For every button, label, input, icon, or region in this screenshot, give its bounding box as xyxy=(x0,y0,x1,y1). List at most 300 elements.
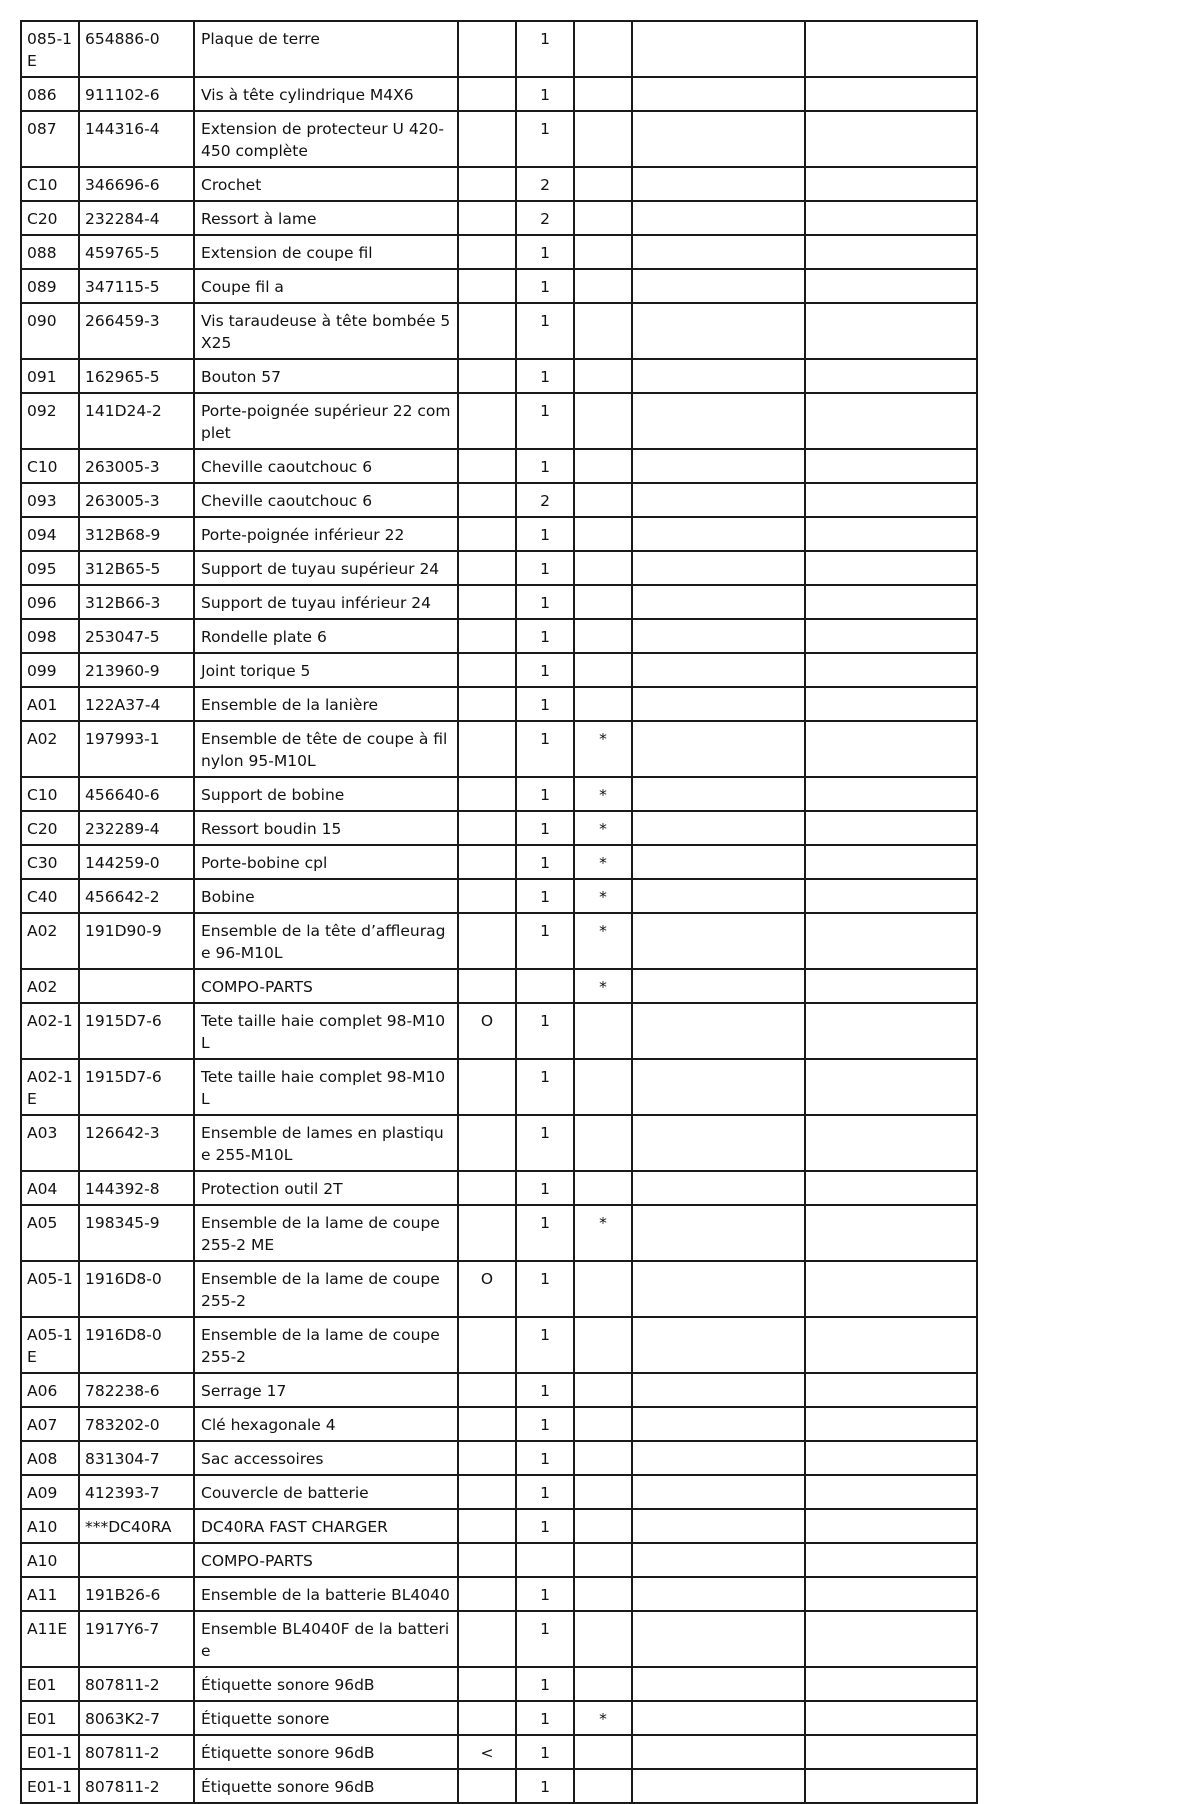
empty-cell xyxy=(805,359,977,393)
part-no-cell xyxy=(79,969,194,1003)
flag-cell: O xyxy=(458,1003,516,1059)
part-no-cell: 1916D8-0 xyxy=(79,1317,194,1373)
ref-no-cell: A08 xyxy=(21,1441,79,1475)
part-no-cell: 191B26-6 xyxy=(79,1577,194,1611)
table-row xyxy=(21,483,977,517)
flag-cell xyxy=(458,1441,516,1475)
note-cell xyxy=(574,1441,632,1475)
ref-no-cell: C10 xyxy=(21,777,79,811)
ref-no-cell: A05-1E xyxy=(21,1317,79,1373)
quantity-cell: 1 xyxy=(516,77,574,111)
note-cell xyxy=(574,167,632,201)
table-row xyxy=(21,1735,977,1769)
ref-no-cell: A01 xyxy=(21,687,79,721)
empty-cell xyxy=(805,1701,977,1735)
flag-cell xyxy=(458,585,516,619)
description-cell: Ensemble de la lanière xyxy=(194,687,458,721)
flag-cell xyxy=(458,811,516,845)
flag-cell xyxy=(458,1115,516,1171)
quantity-cell: 1 xyxy=(516,1003,574,1059)
table-row xyxy=(21,551,977,585)
table-row xyxy=(21,1701,977,1735)
ref-no-cell: 086 xyxy=(21,77,79,111)
part-no-cell: 126642-3 xyxy=(79,1115,194,1171)
empty-cell xyxy=(805,1611,977,1667)
empty-cell xyxy=(632,1441,805,1475)
note-cell xyxy=(574,517,632,551)
quantity-cell: 1 xyxy=(516,1475,574,1509)
part-no-cell: 232289-4 xyxy=(79,811,194,845)
empty-cell xyxy=(805,1317,977,1373)
quantity-cell: 1 xyxy=(516,1373,574,1407)
table-row xyxy=(21,913,977,969)
description-cell: Ensemble de la batterie BL4040 xyxy=(194,1577,458,1611)
note-cell xyxy=(574,1543,632,1577)
part-no-cell: 807811-2 xyxy=(79,1735,194,1769)
table-row xyxy=(21,1577,977,1611)
note-cell xyxy=(574,653,632,687)
description-cell: COMPO-PARTS xyxy=(194,1543,458,1577)
description-cell: Vis taraudeuse à tête bombée 5X25 xyxy=(194,303,458,359)
part-no-cell: 412393-7 xyxy=(79,1475,194,1509)
ref-no-cell: 092 xyxy=(21,393,79,449)
flag-cell xyxy=(458,777,516,811)
flag-cell xyxy=(458,303,516,359)
part-no-cell: 346696-6 xyxy=(79,167,194,201)
empty-cell xyxy=(805,517,977,551)
table-row xyxy=(21,269,977,303)
parts-table-body xyxy=(21,21,977,1803)
part-no-cell: 456640-6 xyxy=(79,777,194,811)
part-no-cell: 1916D8-0 xyxy=(79,1261,194,1317)
empty-cell xyxy=(632,1407,805,1441)
description-cell: COMPO-PARTS xyxy=(194,969,458,1003)
description-cell: Ensemble de la lame de coupe 255-2 ME xyxy=(194,1205,458,1261)
table-row xyxy=(21,777,977,811)
description-cell: Ensemble de la lame de coupe 255-2 xyxy=(194,1261,458,1317)
ref-no-cell: 088 xyxy=(21,235,79,269)
ref-no-cell: A11 xyxy=(21,1577,79,1611)
note-cell xyxy=(574,1115,632,1171)
ref-no-cell: 087 xyxy=(21,111,79,167)
empty-cell xyxy=(805,1003,977,1059)
ref-no-cell: A09 xyxy=(21,1475,79,1509)
part-no-cell: 312B68-9 xyxy=(79,517,194,551)
empty-cell xyxy=(632,167,805,201)
empty-cell xyxy=(805,1373,977,1407)
part-no-cell: 783202-0 xyxy=(79,1407,194,1441)
part-no-cell: 198345-9 xyxy=(79,1205,194,1261)
flag-cell xyxy=(458,201,516,235)
flag-cell xyxy=(458,393,516,449)
empty-cell xyxy=(805,913,977,969)
empty-cell xyxy=(632,777,805,811)
empty-cell xyxy=(805,1261,977,1317)
note-cell: * xyxy=(574,777,632,811)
table-row xyxy=(21,1261,977,1317)
empty-cell xyxy=(805,21,977,77)
flag-cell xyxy=(458,653,516,687)
empty-cell xyxy=(805,1205,977,1261)
empty-cell xyxy=(805,235,977,269)
note-cell: * xyxy=(574,721,632,777)
empty-cell xyxy=(805,483,977,517)
table-row xyxy=(21,1509,977,1543)
flag-cell xyxy=(458,1667,516,1701)
note-cell xyxy=(574,201,632,235)
flag-cell xyxy=(458,1769,516,1803)
empty-cell xyxy=(632,653,805,687)
empty-cell xyxy=(632,845,805,879)
description-cell: Étiquette sonore 96dB xyxy=(194,1735,458,1769)
empty-cell xyxy=(805,1115,977,1171)
table-row xyxy=(21,1611,977,1667)
quantity-cell xyxy=(516,969,574,1003)
table-row xyxy=(21,201,977,235)
quantity-cell: 1 xyxy=(516,1171,574,1205)
empty-cell xyxy=(632,1701,805,1735)
empty-cell xyxy=(805,1667,977,1701)
empty-cell xyxy=(632,619,805,653)
empty-cell xyxy=(805,845,977,879)
description-cell: DC40RA FAST CHARGER xyxy=(194,1509,458,1543)
part-no-cell: 122A37-4 xyxy=(79,687,194,721)
flag-cell xyxy=(458,1373,516,1407)
flag-cell xyxy=(458,1509,516,1543)
empty-cell xyxy=(632,449,805,483)
part-no-cell: 1915D7-6 xyxy=(79,1003,194,1059)
note-cell: * xyxy=(574,913,632,969)
empty-cell xyxy=(805,77,977,111)
empty-cell xyxy=(632,201,805,235)
part-no-cell: 144259-0 xyxy=(79,845,194,879)
flag-cell xyxy=(458,21,516,77)
table-row xyxy=(21,619,977,653)
quantity-cell: 1 xyxy=(516,687,574,721)
table-row xyxy=(21,1115,977,1171)
description-cell: Sac accessoires xyxy=(194,1441,458,1475)
note-cell xyxy=(574,1059,632,1115)
table-row xyxy=(21,517,977,551)
part-no-cell: 162965-5 xyxy=(79,359,194,393)
part-no-cell: 8063K2-7 xyxy=(79,1701,194,1735)
ref-no-cell: E01-1 xyxy=(21,1769,79,1803)
quantity-cell: 1 xyxy=(516,1509,574,1543)
note-cell xyxy=(574,483,632,517)
quantity-cell: 1 xyxy=(516,1735,574,1769)
empty-cell xyxy=(632,1205,805,1261)
description-cell: Clé hexagonale 4 xyxy=(194,1407,458,1441)
ref-no-cell: A07 xyxy=(21,1407,79,1441)
part-no-cell xyxy=(79,1543,194,1577)
note-cell: * xyxy=(574,879,632,913)
description-cell: Couvercle de batterie xyxy=(194,1475,458,1509)
flag-cell xyxy=(458,879,516,913)
quantity-cell: 1 xyxy=(516,1115,574,1171)
note-cell xyxy=(574,1407,632,1441)
table-row xyxy=(21,21,977,77)
table-row xyxy=(21,879,977,913)
flag-cell xyxy=(458,551,516,585)
quantity-cell: 1 xyxy=(516,1701,574,1735)
empty-cell xyxy=(632,517,805,551)
note-cell xyxy=(574,77,632,111)
note-cell xyxy=(574,449,632,483)
empty-cell xyxy=(805,777,977,811)
part-no-cell: 312B66-3 xyxy=(79,585,194,619)
empty-cell xyxy=(632,1317,805,1373)
part-no-cell: 263005-3 xyxy=(79,483,194,517)
quantity-cell: 2 xyxy=(516,483,574,517)
flag-cell xyxy=(458,1059,516,1115)
ref-no-cell: A10 xyxy=(21,1509,79,1543)
ref-no-cell: C10 xyxy=(21,167,79,201)
ref-no-cell: A03 xyxy=(21,1115,79,1171)
quantity-cell: 1 xyxy=(516,393,574,449)
ref-no-cell: A02-1 xyxy=(21,1003,79,1059)
quantity-cell: 1 xyxy=(516,303,574,359)
empty-cell xyxy=(632,235,805,269)
empty-cell xyxy=(805,1577,977,1611)
table-row xyxy=(21,359,977,393)
empty-cell xyxy=(805,111,977,167)
ref-no-cell: 094 xyxy=(21,517,79,551)
note-cell xyxy=(574,1667,632,1701)
flag-cell xyxy=(458,913,516,969)
flag-cell xyxy=(458,269,516,303)
empty-cell xyxy=(805,1475,977,1509)
note-cell xyxy=(574,1735,632,1769)
description-cell: Extension de protecteur U 420-450 complète xyxy=(194,111,458,167)
flag-cell xyxy=(458,1611,516,1667)
part-no-cell: 1915D7-6 xyxy=(79,1059,194,1115)
table-row xyxy=(21,1171,977,1205)
quantity-cell: 1 xyxy=(516,1667,574,1701)
empty-cell xyxy=(805,201,977,235)
part-no-cell: 807811-2 xyxy=(79,1769,194,1803)
note-cell xyxy=(574,235,632,269)
note-cell xyxy=(574,359,632,393)
ref-no-cell: 089 xyxy=(21,269,79,303)
table-row xyxy=(21,1543,977,1577)
ref-no-cell: A11E xyxy=(21,1611,79,1667)
part-no-cell: 807811-2 xyxy=(79,1667,194,1701)
note-cell xyxy=(574,303,632,359)
part-no-cell: 347115-5 xyxy=(79,269,194,303)
empty-cell xyxy=(632,303,805,359)
ref-no-cell: A06 xyxy=(21,1373,79,1407)
part-no-cell: 782238-6 xyxy=(79,1373,194,1407)
description-cell: Ensemble de la tête d’affleurage 96-M10L xyxy=(194,913,458,969)
empty-cell xyxy=(632,879,805,913)
quantity-cell: 1 xyxy=(516,359,574,393)
ref-no-cell: A10 xyxy=(21,1543,79,1577)
part-no-cell: 1917Y6-7 xyxy=(79,1611,194,1667)
note-cell xyxy=(574,1261,632,1317)
description-cell: Extension de coupe fil xyxy=(194,235,458,269)
table-row xyxy=(21,1003,977,1059)
note-cell: * xyxy=(574,969,632,1003)
flag-cell xyxy=(458,449,516,483)
empty-cell xyxy=(805,1769,977,1803)
part-no-cell: 144392-8 xyxy=(79,1171,194,1205)
part-no-cell: 456642-2 xyxy=(79,879,194,913)
part-no-cell: 213960-9 xyxy=(79,653,194,687)
ref-no-cell: 098 xyxy=(21,619,79,653)
ref-no-cell: A02 xyxy=(21,913,79,969)
table-row xyxy=(21,1059,977,1115)
empty-cell xyxy=(632,111,805,167)
quantity-cell: 1 xyxy=(516,1317,574,1373)
note-cell xyxy=(574,1577,632,1611)
flag-cell xyxy=(458,619,516,653)
quantity-cell xyxy=(516,1543,574,1577)
quantity-cell: 1 xyxy=(516,653,574,687)
empty-cell xyxy=(632,1003,805,1059)
table-row xyxy=(21,1407,977,1441)
part-no-cell: ***DC40RA xyxy=(79,1509,194,1543)
quantity-cell: 1 xyxy=(516,1611,574,1667)
note-cell xyxy=(574,1769,632,1803)
ref-no-cell: A02 xyxy=(21,721,79,777)
description-cell: Ressort boudin 15 xyxy=(194,811,458,845)
quantity-cell: 1 xyxy=(516,1059,574,1115)
description-cell: Étiquette sonore xyxy=(194,1701,458,1735)
quantity-cell: 2 xyxy=(516,201,574,235)
table-row xyxy=(21,1317,977,1373)
part-no-cell: 197993-1 xyxy=(79,721,194,777)
description-cell: Bobine xyxy=(194,879,458,913)
table-row xyxy=(21,845,977,879)
description-cell: Cheville caoutchouc 6 xyxy=(194,449,458,483)
empty-cell xyxy=(632,969,805,1003)
empty-cell xyxy=(632,1373,805,1407)
description-cell: Protection outil 2T xyxy=(194,1171,458,1205)
quantity-cell: 1 xyxy=(516,619,574,653)
empty-cell xyxy=(805,551,977,585)
description-cell: Cheville caoutchouc 6 xyxy=(194,483,458,517)
description-cell: Coupe fil a xyxy=(194,269,458,303)
empty-cell xyxy=(632,1611,805,1667)
empty-cell xyxy=(632,913,805,969)
description-cell: Tete taille haie complet 98-M10L xyxy=(194,1059,458,1115)
ref-no-cell: A02 xyxy=(21,969,79,1003)
note-cell xyxy=(574,619,632,653)
empty-cell xyxy=(632,1577,805,1611)
note-cell: * xyxy=(574,811,632,845)
quantity-cell: 1 xyxy=(516,111,574,167)
note-cell xyxy=(574,551,632,585)
flag-cell xyxy=(458,359,516,393)
empty-cell xyxy=(805,1543,977,1577)
ref-no-cell: A05-1 xyxy=(21,1261,79,1317)
description-cell: Étiquette sonore 96dB xyxy=(194,1769,458,1803)
empty-cell xyxy=(805,811,977,845)
empty-cell xyxy=(632,1059,805,1115)
ref-no-cell: 091 xyxy=(21,359,79,393)
ref-no-cell: C40 xyxy=(21,879,79,913)
empty-cell xyxy=(805,969,977,1003)
table-row xyxy=(21,449,977,483)
ref-no-cell: 093 xyxy=(21,483,79,517)
description-cell: Ensemble de la lame de coupe 255-2 xyxy=(194,1317,458,1373)
flag-cell: O xyxy=(458,1261,516,1317)
flag-cell xyxy=(458,721,516,777)
empty-cell xyxy=(805,879,977,913)
note-cell xyxy=(574,1611,632,1667)
ref-no-cell: 090 xyxy=(21,303,79,359)
flag-cell xyxy=(458,77,516,111)
note-cell xyxy=(574,1509,632,1543)
empty-cell xyxy=(632,1475,805,1509)
note-cell xyxy=(574,1373,632,1407)
part-no-cell: 831304-7 xyxy=(79,1441,194,1475)
empty-cell xyxy=(805,1407,977,1441)
part-no-cell: 266459-3 xyxy=(79,303,194,359)
flag-cell xyxy=(458,167,516,201)
ref-no-cell: C30 xyxy=(21,845,79,879)
description-cell: Plaque de terre xyxy=(194,21,458,77)
quantity-cell: 1 xyxy=(516,913,574,969)
flag-cell xyxy=(458,235,516,269)
note-cell xyxy=(574,1171,632,1205)
description-cell: Vis à tête cylindrique M4X6 xyxy=(194,77,458,111)
quantity-cell: 1 xyxy=(516,269,574,303)
empty-cell xyxy=(805,393,977,449)
quantity-cell: 1 xyxy=(516,811,574,845)
ref-no-cell: 095 xyxy=(21,551,79,585)
table-row xyxy=(21,1441,977,1475)
part-no-cell: 263005-3 xyxy=(79,449,194,483)
empty-cell xyxy=(805,1735,977,1769)
part-no-cell: 911102-6 xyxy=(79,77,194,111)
quantity-cell: 1 xyxy=(516,721,574,777)
parts-table xyxy=(20,20,978,1804)
empty-cell xyxy=(805,687,977,721)
table-row xyxy=(21,235,977,269)
description-cell: Support de tuyau supérieur 24 xyxy=(194,551,458,585)
ref-no-cell: A05 xyxy=(21,1205,79,1261)
table-row xyxy=(21,811,977,845)
empty-cell xyxy=(805,167,977,201)
description-cell: Porte-poignée supérieur 22 complet xyxy=(194,393,458,449)
empty-cell xyxy=(632,551,805,585)
empty-cell xyxy=(632,483,805,517)
quantity-cell: 1 xyxy=(516,845,574,879)
flag-cell xyxy=(458,1475,516,1509)
ref-no-cell: E01-1 xyxy=(21,1735,79,1769)
quantity-cell: 1 xyxy=(516,21,574,77)
flag-cell xyxy=(458,845,516,879)
table-row xyxy=(21,77,977,111)
ref-no-cell: C20 xyxy=(21,811,79,845)
part-no-cell: 253047-5 xyxy=(79,619,194,653)
empty-cell xyxy=(805,1171,977,1205)
ref-no-cell: C20 xyxy=(21,201,79,235)
note-cell xyxy=(574,585,632,619)
empty-cell xyxy=(632,721,805,777)
flag-cell xyxy=(458,1171,516,1205)
empty-cell xyxy=(632,1769,805,1803)
quantity-cell: 1 xyxy=(516,777,574,811)
description-cell: Porte-bobine cpl xyxy=(194,845,458,879)
note-cell xyxy=(574,1475,632,1509)
table-row xyxy=(21,687,977,721)
part-no-cell: 232284-4 xyxy=(79,201,194,235)
empty-cell xyxy=(632,269,805,303)
flag-cell xyxy=(458,969,516,1003)
flag-cell xyxy=(458,517,516,551)
